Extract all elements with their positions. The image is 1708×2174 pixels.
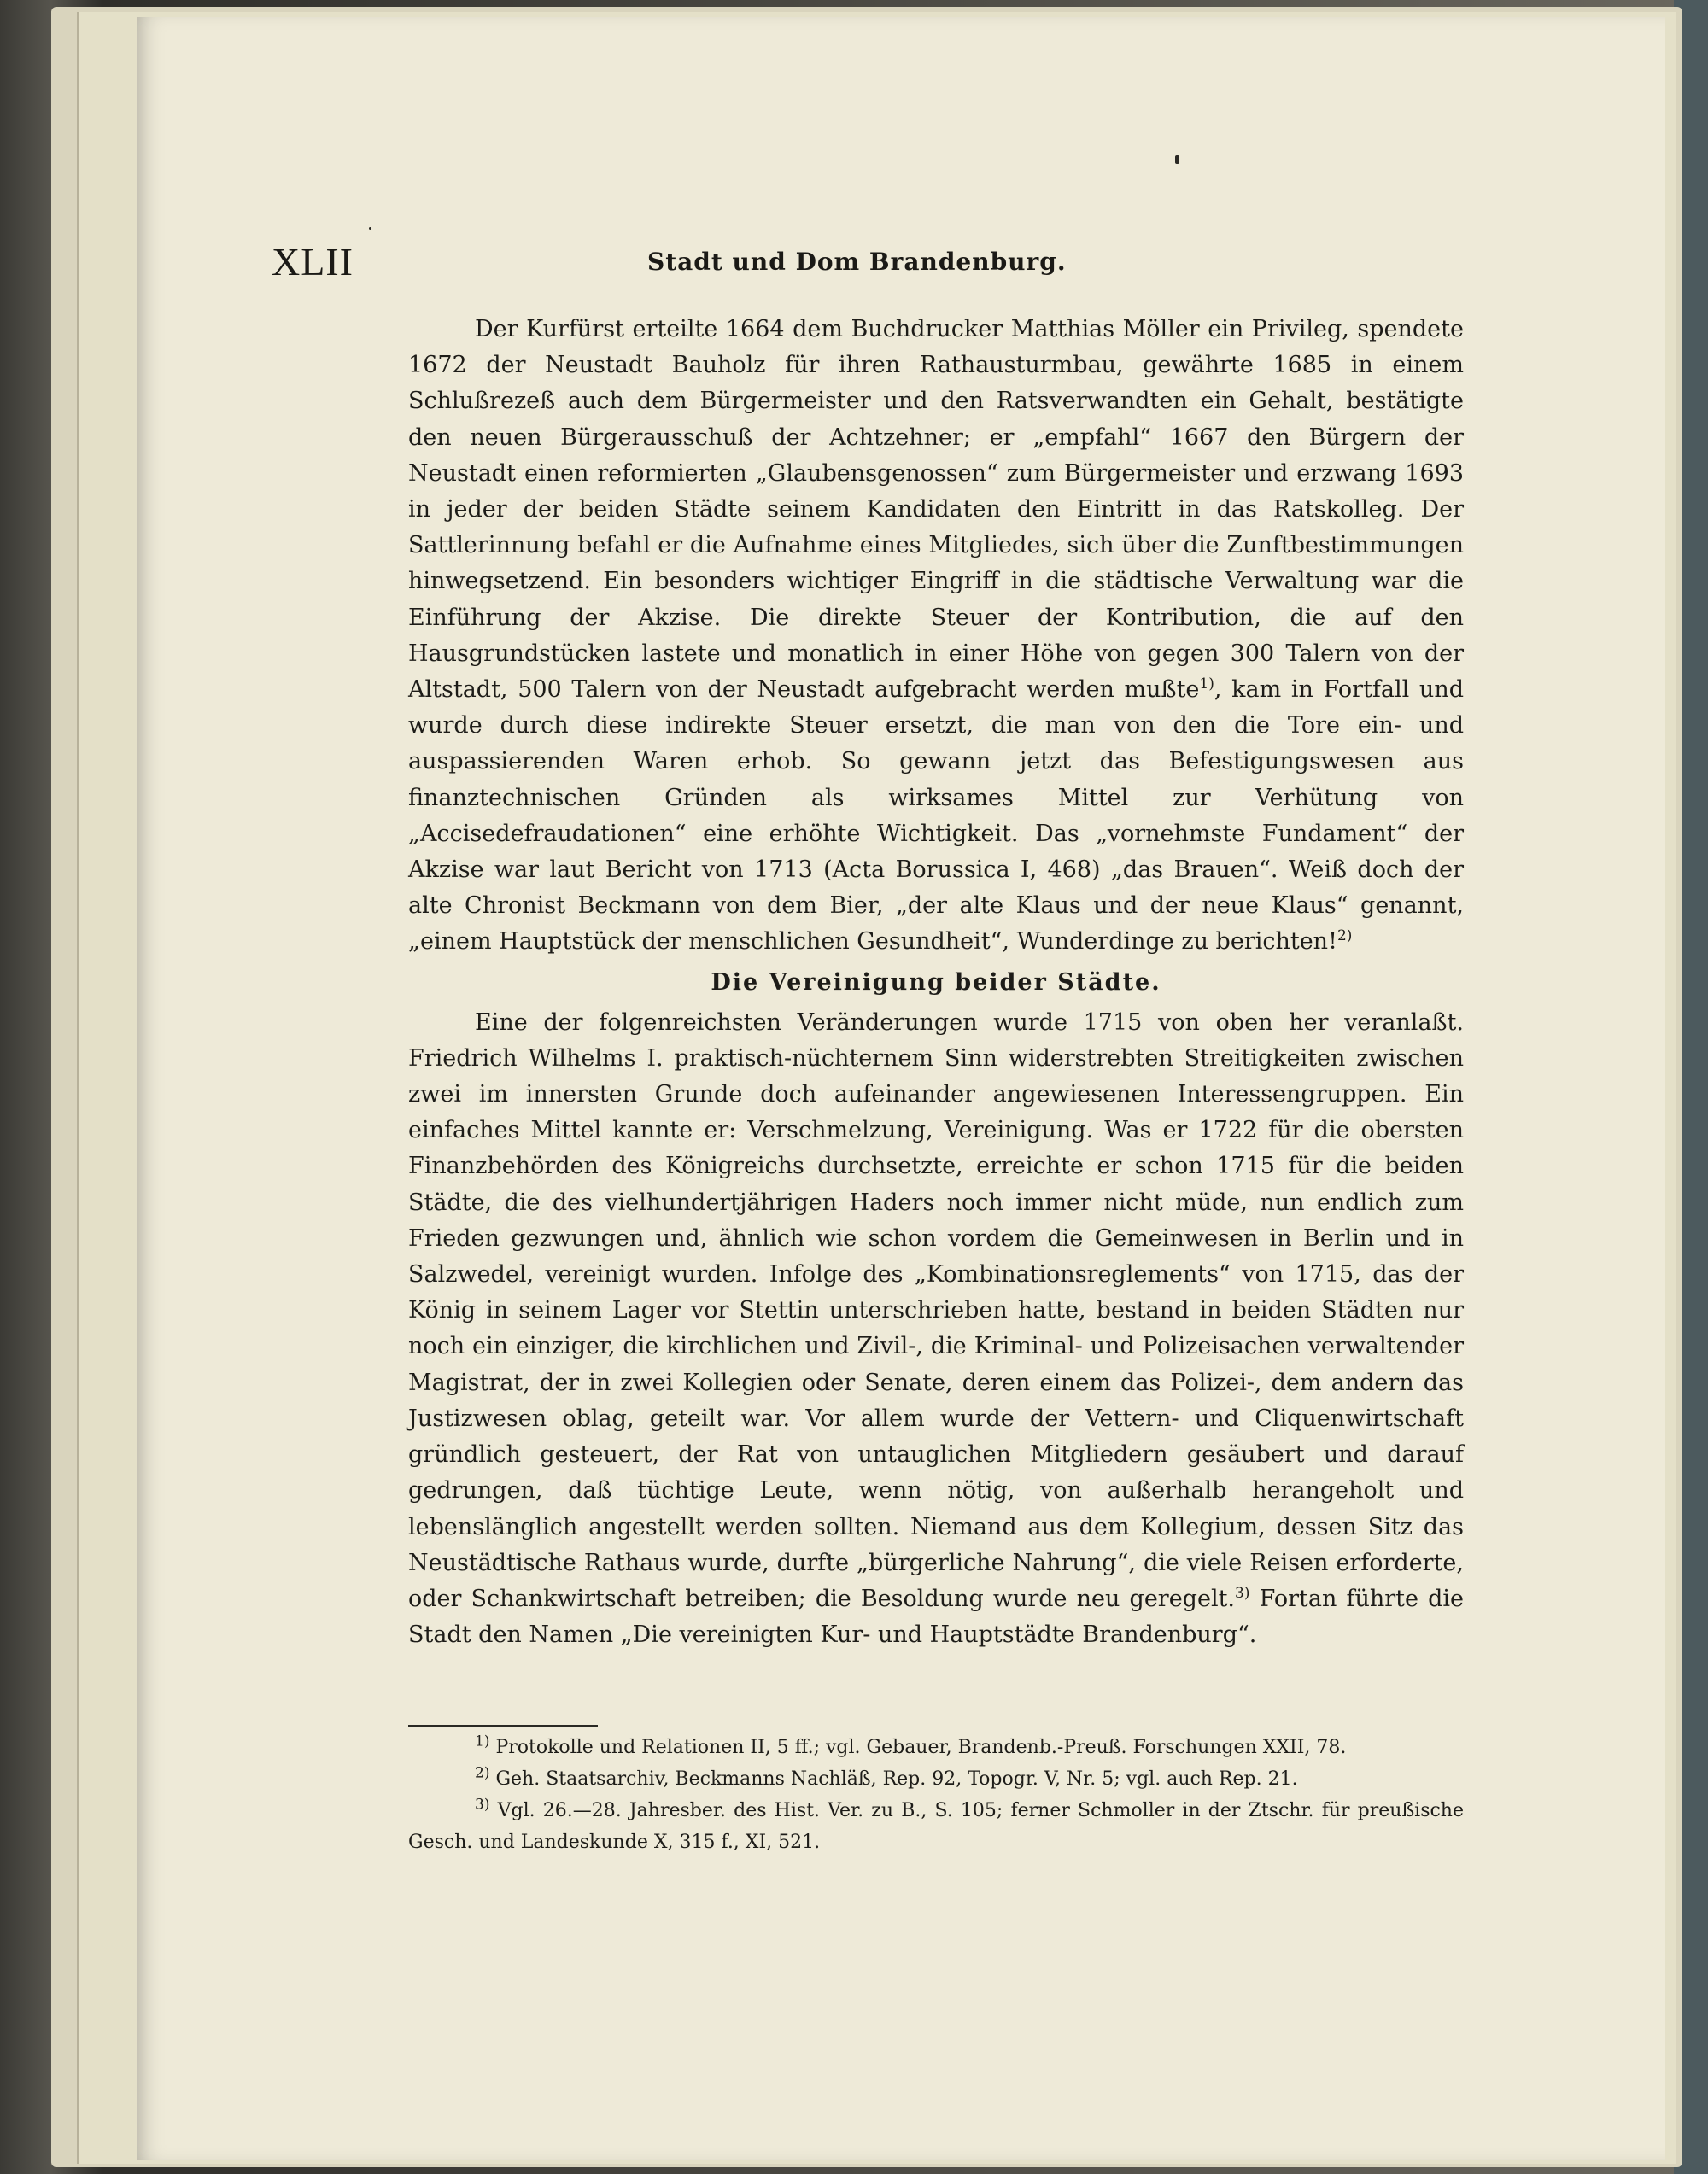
footnote-marker: 3) xyxy=(475,1796,490,1814)
footnotes xyxy=(408,1732,1464,1858)
paragraph-text: Eine der folgenreichsten Veränderungen wurde 1715 von oben her veranlaßt. Friedrich Wilhelms I. praktisch-nüchternem Sinn widerstrebten Streitigkeiten zwischen zwei im innersten Grunde doch aufeinander angewiesenen Interessengruppen. Ein einfaches Mittel kannte er: Verschmelzung, Vereinigung. Was er 1722 für die obersten Finanzbehörden des Königreichs durchsetzte, erreichte er schon 1715 für die beiden Städte, die des vielhundertjährigen Haders noch immer nicht müde, nun endlich zum Frieden gezwungen und, ähnlich wie schon vordem die Gemeinwesen in Berlin und in Salzwedel, vereinigt wurden. Infolge des „Kombinationsreglements“ von 1715, das der König in seinem Lager vor Stettin unterschrieben hatte, bestand in beiden Städten nur noch ein einziger, die kirchlichen und Zivil-, die Kriminal- und Polizeisachen verwaltender Magistrat, der in zwei Kollegien oder Senate, deren einem das Polizei-, dem andern das Justizwesen oblag, geteilt war. Vor allem wurde der Vettern- und Cliquenwirtschaft gründlich gesteuert, der Rat von untauglichen Mitgliedern gesäubert und darauf gedrungen, daß tüchtige Leute, wenn nötig, von außerhalb herangeholt und lebenslänglich angestellt werden sollten. Niemand aus dem Kollegium, dessen Sitz das Neustädtische Rathaus wurde, durfte „bürgerliche Nahrung“, die viele Reisen erforderte, oder Schankwirtschaft betreiben; die Besoldung wurde neu geregelt. xyxy=(408,1008,1464,1612)
paragraph-text: Fortan führte die Stadt den Namen „Die vereinigten Kur- und Hauptstädte Brandenburg“. xyxy=(408,1585,1464,1649)
footnote xyxy=(408,1763,1464,1795)
section-heading: Die Vereinigung beider Städte. xyxy=(711,968,1161,996)
footnote xyxy=(408,1732,1464,1763)
ink-speck xyxy=(1175,155,1179,164)
footnote-marker: 2) xyxy=(475,1764,490,1782)
footnote xyxy=(408,1795,1464,1858)
running-title: Stadt und Dom Brandenburg. xyxy=(647,248,1067,276)
paragraph xyxy=(408,1005,1464,1654)
footnote-rule xyxy=(408,1725,598,1727)
footnote-reference: 2) xyxy=(1337,927,1353,945)
ink-speck xyxy=(369,227,371,230)
page-header xyxy=(272,239,1463,290)
body-text xyxy=(408,312,1464,1653)
paragraph-text: , kam in Fortfall und wurde durch diese indirekte Steuer ersetzt, die man von den die Tore ein- und auspassierenden Waren erhob. So gewann jetzt das Befestigungswesen aus finanztechnischen Gründen als wirksames Mittel zur Verhütung von „Accisedefraudationen“ eine erhöhte Wichtigkeit. Das „vornehmste Fundament“ der Akzise war laut Bericht von 1713 (Acta Borussica I, 468) „das Brauen“. Weiß doch der alte Chronist Beckmann von dem Bier, „der alte Klaus und der neue Klaus“ genannt, „einem Hauptstück der menschlichen Gesundheit“, Wunderdinge zu berichten! xyxy=(408,676,1464,956)
footnote-marker: 1) xyxy=(475,1733,490,1750)
footnote-reference: 1) xyxy=(1199,675,1214,693)
footnote-text: Protokolle und Relationen II, 5 ff.; vgl. Gebauer, Brandenb.-Preuß. Forschungen XXII, 78. xyxy=(489,1737,1347,1758)
paragraph-text: Der Kurfürst erteilte 1664 dem Buchdrucker Matthias Möller ein Privileg, spendete 1672 der Neustadt Bauholz für ihren Rathausturmbau, gewährte 1685 in einem Schlußrezeß auch dem Bürgermeister und den Ratsverwandten ein Gehalt, bestätigte den neuen Bürgerausschuß der Achtzehner; er „empfahl“ 1667 den Bürgern der Neustadt einen reformierten „Glaubensgenossen“ zum Bürgermeister und erzwang 1693 in jeder der beiden Städte seinem Kandidaten den Eintritt in das Ratskolleg. Der Sattlerinnung befahl er die Aufnahme eines Mitgliedes, sich über die Zunftbestimmungen hinwegsetzend. Ein besonders wichtiger Eingriff in die städtische Verwaltung war die Einführung der Akzise. Die direkte Steuer der Kontribution, die auf den Hausgrundstücken lastete und monatlich in einer Höhe von gegen 300 Talern von der Altstadt, 500 Talern von der Neustadt aufgebracht werden mußte xyxy=(408,316,1464,704)
paragraph xyxy=(408,312,1464,961)
footnote-reference: 3) xyxy=(1235,1584,1250,1602)
footnote-text: Vgl. 26.—28. Jahresber. des Hist. Ver. zu B., S. 105; ferner Schmoller in der Ztschr. für preußische Gesch. und Landeskunde X, 315 f., XI, 521. xyxy=(408,1800,1464,1853)
page-number: XLII xyxy=(272,240,354,283)
footnote-text: Geh. Staatsarchiv, Beckmanns Nachläß, Rep. 92, Topogr. V, Nr. 5; vgl. auch Rep. 21. xyxy=(489,1768,1298,1790)
